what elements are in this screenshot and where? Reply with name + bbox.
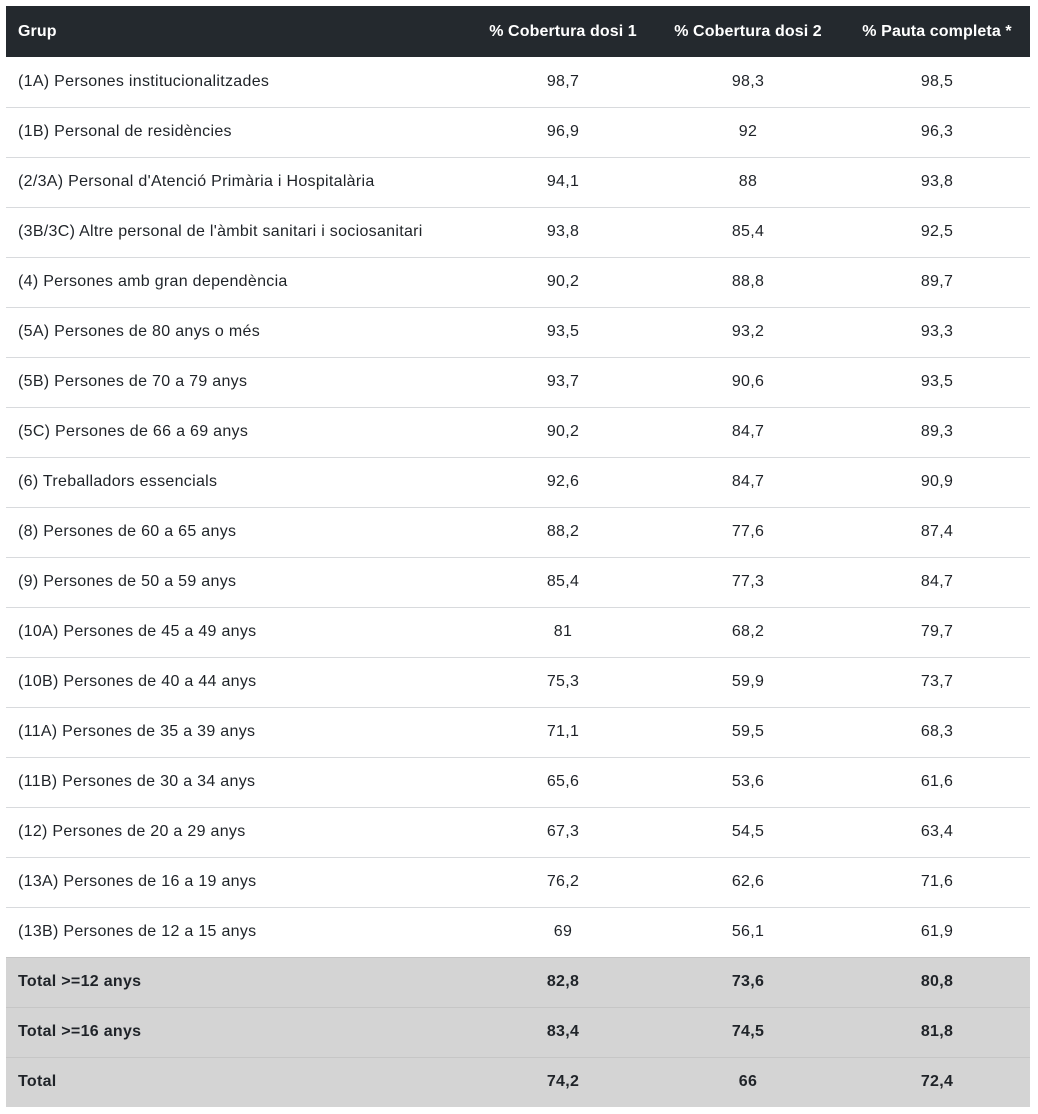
table-row — [6, 207, 1030, 257]
cell-dose1: 71,1 — [546, 723, 580, 740]
cell-dose1: 67,3 — [546, 823, 580, 840]
cell-dose2: 77,3 — [731, 573, 765, 590]
cell-dose2: 93,2 — [731, 323, 765, 340]
table-row — [6, 857, 1030, 907]
cell-full-schedule: 73,7 — [920, 673, 954, 690]
cell-dose2: 59,5 — [731, 723, 765, 740]
cell-group: (2/3A) Personal d'Atenció Primària i Hospitalària — [18, 173, 375, 190]
cell-dose1: 92,6 — [546, 473, 580, 490]
header-group[interactable]: Grup — [18, 22, 57, 40]
cell-dose1: 96,9 — [546, 123, 580, 140]
cell-dose2: 84,7 — [731, 473, 765, 490]
total-row — [6, 957, 1030, 1007]
coverage-table-container — [6, 6, 1030, 1107]
cell-full-schedule: 81,8 — [920, 1023, 954, 1040]
table-row — [6, 557, 1030, 607]
cell-group: (3B/3C) Altre personal de l'àmbit sanitari i sociosanitari — [18, 223, 423, 240]
header-dose1-coverage[interactable]: % Cobertura dosi 1 — [489, 22, 637, 40]
cell-dose2: 59,9 — [731, 673, 765, 690]
cell-group: (11A) Persones de 35 a 39 anys — [18, 723, 256, 740]
table-row — [6, 57, 1030, 107]
cell-group: (12) Persones de 20 a 29 anys — [18, 823, 246, 840]
cell-group: (10A) Persones de 45 a 49 anys — [18, 623, 257, 640]
table-row — [6, 807, 1030, 857]
cell-group: (8) Persones de 60 a 65 anys — [18, 523, 237, 540]
cell-dose1: 93,8 — [546, 223, 580, 240]
cell-dose2: 88,8 — [731, 273, 765, 290]
table-row — [6, 907, 1030, 957]
cell-dose1: 88,2 — [546, 523, 580, 540]
table-row — [6, 507, 1030, 557]
cell-dose2: 56,1 — [731, 923, 765, 940]
cell-dose2: 66 — [738, 1073, 758, 1091]
cell-full-schedule: 61,6 — [920, 773, 954, 790]
cell-dose1: 90,2 — [546, 273, 580, 290]
cell-dose2: 53,6 — [731, 773, 765, 790]
cell-dose2: 77,6 — [731, 523, 765, 540]
cell-dose1: 82,8 — [546, 973, 580, 990]
table-row — [6, 357, 1030, 407]
cell-full-schedule: 98,5 — [920, 72, 954, 90]
total-row — [6, 1057, 1030, 1107]
cell-dose1: 74,2 — [546, 1073, 580, 1091]
table-row — [6, 707, 1030, 757]
cell-dose2: 92 — [738, 123, 758, 140]
cell-dose2: 98,3 — [731, 72, 765, 90]
cell-dose2: 74,5 — [731, 1023, 765, 1040]
cell-dose1: 83,4 — [546, 1023, 580, 1040]
cell-dose1: 76,2 — [546, 873, 580, 890]
table-row — [6, 757, 1030, 807]
cell-group: (5C) Persones de 66 a 69 anys — [18, 423, 249, 440]
cell-full-schedule: 89,3 — [920, 423, 954, 440]
header-full-schedule[interactable]: % Pauta completa * — [862, 22, 1012, 40]
cell-dose2: 62,6 — [731, 873, 765, 890]
table-row — [6, 407, 1030, 457]
cell-dose2: 88 — [738, 173, 758, 190]
cell-group: (9) Persones de 50 a 59 anys — [18, 573, 237, 590]
cell-group: Total >=12 anys — [18, 973, 142, 990]
table-header — [6, 6, 1030, 57]
cell-dose1: 81 — [553, 623, 573, 640]
header-dose2-coverage[interactable]: % Cobertura dosi 2 — [674, 22, 822, 40]
cell-full-schedule: 68,3 — [920, 723, 954, 740]
cell-dose2: 85,4 — [731, 223, 765, 240]
cell-full-schedule: 79,7 — [920, 623, 954, 640]
cell-group: (5B) Persones de 70 a 79 anys — [18, 373, 248, 390]
total-row — [6, 1007, 1030, 1057]
cell-dose1: 75,3 — [546, 673, 580, 690]
cell-full-schedule: 63,4 — [920, 823, 954, 840]
cell-full-schedule: 89,7 — [920, 273, 954, 290]
cell-group: (5A) Persones de 80 anys o més — [18, 323, 261, 340]
cell-group: (13B) Persones de 12 a 15 anys — [18, 923, 257, 940]
cell-full-schedule: 61,9 — [920, 923, 954, 940]
cell-full-schedule: 96,3 — [920, 123, 954, 140]
cell-dose1: 65,6 — [546, 773, 580, 790]
table-row — [6, 157, 1030, 207]
cell-dose2: 68,2 — [731, 623, 765, 640]
cell-group: (4) Persones amb gran dependència — [18, 273, 288, 290]
table-row — [6, 607, 1030, 657]
cell-full-schedule: 71,6 — [920, 873, 954, 890]
cell-dose1: 98,7 — [546, 72, 580, 90]
cell-dose2: 73,6 — [731, 973, 765, 990]
cell-full-schedule: 87,4 — [920, 523, 954, 540]
table-row — [6, 307, 1030, 357]
cell-group: (10B) Persones de 40 a 44 anys — [18, 673, 257, 690]
table-row — [6, 457, 1030, 507]
cell-dose2: 84,7 — [731, 423, 765, 440]
cell-full-schedule: 93,8 — [920, 173, 954, 190]
cell-group: (13A) Persones de 16 a 19 anys — [18, 873, 257, 890]
cell-dose1: 69 — [553, 923, 573, 940]
table-body — [6, 57, 1030, 1107]
cell-full-schedule: 90,9 — [920, 473, 954, 490]
cell-full-schedule: 93,3 — [920, 323, 954, 340]
cell-full-schedule: 92,5 — [920, 223, 954, 240]
table-row — [6, 657, 1030, 707]
cell-full-schedule: 72,4 — [920, 1073, 954, 1091]
cell-full-schedule: 93,5 — [920, 373, 954, 390]
table-row — [6, 257, 1030, 307]
cell-dose1: 94,1 — [546, 173, 580, 190]
cell-dose1: 93,5 — [546, 323, 580, 340]
vaccination-coverage-table — [6, 6, 1030, 1107]
cell-group: (11B) Persones de 30 a 34 anys — [18, 773, 256, 790]
cell-dose1: 93,7 — [546, 373, 580, 390]
header-row — [6, 6, 1030, 57]
cell-dose1: 90,2 — [546, 423, 580, 440]
cell-group: Total >=16 anys — [18, 1023, 142, 1040]
cell-dose2: 54,5 — [731, 823, 765, 840]
cell-full-schedule: 80,8 — [920, 973, 954, 990]
cell-dose1: 85,4 — [546, 573, 580, 590]
cell-full-schedule: 84,7 — [920, 573, 954, 590]
cell-dose2: 90,6 — [731, 373, 765, 390]
cell-group: (6) Treballadors essencials — [18, 473, 218, 490]
cell-group: (1A) Persones institucionalitzades — [18, 72, 270, 90]
table-row — [6, 107, 1030, 157]
cell-group: Total — [18, 1073, 57, 1091]
cell-group: (1B) Personal de residències — [18, 123, 232, 140]
